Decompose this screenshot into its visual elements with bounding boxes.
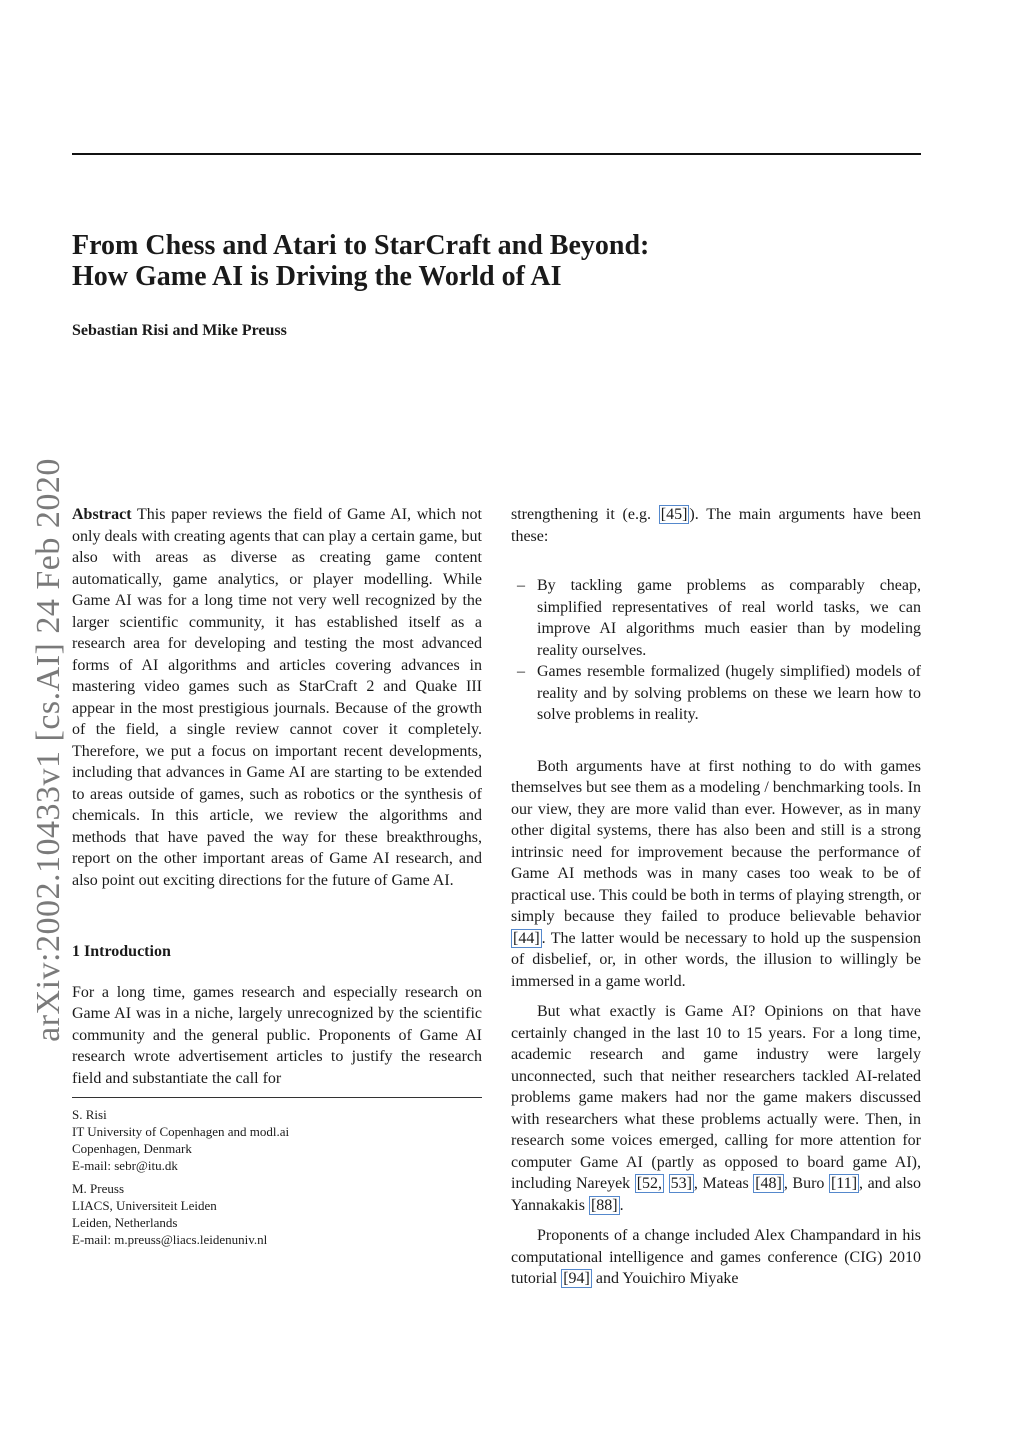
text-run: Both arguments have at first nothing to do with games themselves but see them as a modeling / benchmarking tools. In our view, they are more valid than ever. However, as in many other digital systems, there has also been and still is a strong intrinsic need for improvement because the performance of Game AI methods was in many cases too weak to be of practical use. This could be both in terms of playing strength, or simply because they failed to produce believable behavior (511, 757, 921, 925)
intro-paragraph-1-continued (511, 504, 921, 547)
left-column (72, 504, 482, 1248)
footnote-author-2-name: M. Preuss (72, 1181, 125, 1196)
argument-item-2: – Games resemble formalized (hugely simplified) models of reality and by solving problems on these we learn how to solve problems in reality. (511, 661, 921, 726)
footnote-author-2-city: Leiden, Netherlands (72, 1215, 178, 1230)
text-run: and Youichiro Miyake (591, 1270, 739, 1287)
citation-link-94[interactable]: [94] (563, 1270, 590, 1287)
intro-paragraph-1: For a long time, games research and especially research on Game AI was in a niche, largely unrecognized by the scientific community and the general public. Proponents of Game AI research wrote advertisement articles to justify the research field and substantiate the call for (72, 983, 482, 1087)
intro-paragraph-3 (511, 1001, 921, 1216)
citation-link-53[interactable]: 53] (670, 1175, 692, 1192)
argument-item-1: – By tackling game problems as comparably cheap, simplified representatives of real world tasks, we can improve AI algorithms much easier than by modeling reality ourselves. (511, 575, 921, 661)
citation-link-44[interactable]: [44] (513, 929, 540, 947)
footnote-author-1 (72, 1106, 482, 1174)
footnote-author-1-affiliation: IT University of Copenhagen and modl.ai (72, 1124, 290, 1139)
text-run: strengthening it (e.g. (511, 506, 659, 523)
title-line-2: How Game AI is Driving the World of AI (72, 261, 562, 292)
arxiv-watermark: arXiv:2002.10433v1 [cs.AI] 24 Feb 2020 (30, 458, 67, 1042)
title-line-1: From Chess and Atari to StarCraft and Beyond: (72, 230, 650, 261)
citation-link-88[interactable]: [88] (590, 1196, 618, 1214)
abstract-text: This paper reviews the field of Game AI, which not only deals with creating agents that can play a certain game, but also with areas as diverse as creating game content automatically, game analytics, or player modelling. While Game AI was for a long time not very well recognized by the larger scientific community, it has established itself as a research area for developing and testing the most advanced forms of AI algorithms and articles covering advances in mastering video games such as StarCraft 2 and Quake III appear in the most prestigious journals. Because of the growth of the field, a single review cannot cover it completely. Therefore, we put a focus on important recent developments, including that advances in Game AI are starting to be extended to areas outside of games, such as robotics or the synthesis of chemicals. In this article, we review the algorithms and methods that have paved the way for these breakthroughs, report on the other important areas of Game AI research, and also point out exciting directions for the future of Game AI. (72, 506, 482, 889)
footnote-author-1-name: S. Risi (72, 1107, 107, 1122)
citation-link-52[interactable]: [52, (636, 1175, 663, 1192)
citation-link-45[interactable]: [45] (660, 506, 688, 523)
text-run: . (619, 1196, 624, 1214)
footnote-author-2-affiliation: LIACS, Universiteit Leiden (72, 1198, 217, 1213)
argument-list (511, 575, 921, 726)
footnote-author-2 (72, 1180, 482, 1248)
text-run: . The latter would be necessary to hold up the suspension of disbelief, or, in other words, the illusion to willingly be immersed in a game world. (511, 929, 921, 990)
footnote-rule (72, 1097, 482, 1098)
paragraph-gap (511, 992, 921, 1001)
text-run: , Buro (783, 1175, 829, 1192)
right-column (511, 504, 921, 1290)
header-rule (72, 153, 921, 155)
footnote-author-2-email: E-mail: m.preuss@liacs.leidenuniv.nl (72, 1232, 268, 1247)
citation-link-11[interactable]: [11] (830, 1175, 858, 1192)
citation-link-48[interactable]: [48] (755, 1175, 782, 1192)
footnote-author-1-email: E-mail: sebr@itu.dk (72, 1158, 178, 1173)
section-heading-introduction: 1 Introduction (72, 943, 171, 960)
author-list: Sebastian Risi and Mike Preuss (72, 322, 287, 339)
intro-paragraph-2 (511, 756, 921, 993)
paper-title (72, 230, 932, 292)
text-run: , and also Yannakakis (511, 1175, 921, 1214)
text-run: Proponents of a change included Alex Champandard in his computational intelligence and games conference (CIG) 2010 tutorial (511, 1227, 921, 1287)
abstract-label: Abstract (72, 506, 132, 523)
paragraph-gap (511, 1216, 921, 1225)
abstract (72, 504, 482, 891)
text-run: But what exactly is Game AI? Opinions on that have certainly changed in the last 10 to 15 years. For a long time, academic research and game industry were largely unconnected, such that neither researchers tackled AI-related problems game makers had nor the game makers discussed with researchers what these problems actually were. Then, in research some voices emerged, calling for more attention for computer Game AI (partly as opposed to board game AI), including Nareyek (511, 1003, 921, 1192)
text-run: , Mateas (693, 1175, 754, 1192)
text-run: ). The main arguments have been these: (511, 506, 921, 545)
footnote-author-1-city: Copenhagen, Denmark (72, 1141, 192, 1156)
intro-paragraph-4 (511, 1225, 921, 1290)
